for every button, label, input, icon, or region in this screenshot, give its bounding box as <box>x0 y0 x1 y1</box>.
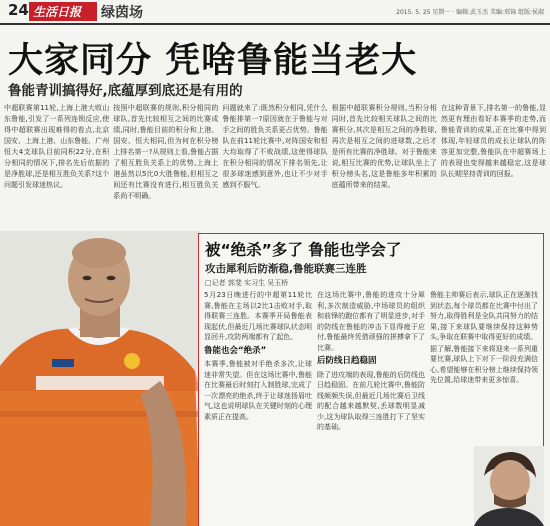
paragraph: 5月23日晚进行的中超第11轮比赛,鲁能在主场以2比1击败对手,取得联赛三连胜。本赛季开局鲁能表现起伏,但最近几场比赛球队状态明显回升,攻防两端都有了起色。 <box>204 291 312 341</box>
paragraph: 据了解,鲁能接下来将迎来一系列重要比赛,球队上下对下一阶段充满信心,希望能够在积分榜上继续保持领先位置,给球迷带来更多惊喜。 <box>430 344 538 384</box>
article-columns <box>4 103 546 231</box>
article-column: 按照中超联赛的规则,积分相同的球队,首先比较相互之间的比赛成绩,同时,鲁能目前的积分和上港、国安、恒大相同,但为何在积分榜上排名第一?从规则上看,鲁能占据了相互胜负关系上的优势,上海上港虽然以5比0大胜鲁能,但相互之间还有比赛没有进行,相互胜负关系尚不明确。 <box>113 104 219 200</box>
paragraph: 除了进攻端的表现,鲁能的后防线也日趋稳固。在前几轮比赛中,鲁能防线频频失误,但最近几场比赛后卫线的配合越来越默契,丢球数明显减少,这为球队取得三连胜打下了坚实的基础。 <box>317 370 425 431</box>
second-player-photo <box>474 446 544 526</box>
header-meta: 2015. 5. 25 星期一 · 编辑:武玉杰 美编:邢锦 组版:侯淑 <box>396 9 544 16</box>
main-subheadline: 鲁能青训搞得好,底蕴厚到底还是有用的 <box>8 83 243 99</box>
header-rule <box>0 23 550 25</box>
page-header <box>0 0 550 26</box>
paragraph: 在这场比赛中,鲁能的进攻十分犀利,多次制造威胁,中场球员的组织和前锋的跑位都有了明显进步,对手的防线在鲁能的冲击下显得疲于应付,鲁能最终凭借顽强的拼搏拿下了比赛。 <box>317 291 425 352</box>
sidebar-title: 被“绝杀”多了 鲁能也学会了 <box>205 241 402 259</box>
page-number: 24 <box>8 1 29 19</box>
article-column: 问题就来了:既然积分相同,凭什么鲁能排第一?原因就在于鲁能与对手之间的胜负关系更占优势。鲁能队在前11轮比赛中,对阵国安和恒大均取得了不败战绩,这使得球队在积分相同的情况下排名领先,让很多球迷感到意外,也让不少对手感到不服气。 <box>222 104 328 189</box>
player-photo-illustration <box>0 231 200 526</box>
main-headline: 大家同分 凭啥鲁能当老大 <box>8 41 418 81</box>
article-column: 中超联赛第11轮,上海上港大败山东鲁能,引发了一系列连锁反应,使得中超联赛出现难得的看点,北京国安、上海上港、山东鲁能、广州恒大4支球队目前同积22分,在积分相同的情况下,排名先后依据的是净胜球,还是相互胜负关系?这个问题引发球迷热议。 <box>4 104 110 189</box>
paragraph: 本赛季,鲁能被对手绝杀多次,让球迷非常失望。但在这场比赛中,鲁能在比赛最后时刻打入制胜球,完成了一次漂亮的绝杀,终于让球迷扬眉吐气,这也说明球队在关键时刻的心理素质正在提高。 <box>204 360 312 421</box>
article-column: 根据中超联赛积分规则,当积分相同时,首先比较相关球队之间的比赛积分,其次是相互之间的净胜球,再次是相互之间的进球数,之后才是所有比赛的净胜球。对于鲁能来说,相互比赛的优势,让球队坐上了积分榜头名,这是鲁能多年积累的底蕴所带来的结果。 <box>331 104 437 189</box>
article-column: 在这种背景下,排名第一的鲁能,显然更有理由看好本赛季的走势,而鲁能青训的成果,正在比赛中得到体现,年轻球员的成长让球队的阵容更加完整,鲁能队在中超赛场上的表现也变得越来越稳定,这是球队长期坚持青训的回报。 <box>440 104 547 178</box>
section-subhead: 鲁能也会“绝杀” <box>204 345 267 356</box>
sidebar-column <box>317 290 425 526</box>
section-badge: 生活日报 <box>29 2 97 21</box>
paragraph: 鲁能主帅赛后表示,球队正在逐渐找到状态,每个球员都在比赛中付出了努力,取得胜利是全队共同努力的结果,接下来球队要继续保持这种势头,争取在联赛中取得更好的成绩。 <box>430 291 538 341</box>
sidebar-byline: □记者 郭斐 实习生 吴玉桥 <box>205 279 289 287</box>
section-subhead: 后防线日趋稳固 <box>317 356 377 366</box>
sidebar-subtitle: 攻击犀利后防渐稳,鲁能联赛三连胜 <box>205 263 367 275</box>
player-photo <box>0 231 200 526</box>
section-name: 绿茵场 <box>101 5 143 21</box>
sidebar-column <box>204 290 312 526</box>
